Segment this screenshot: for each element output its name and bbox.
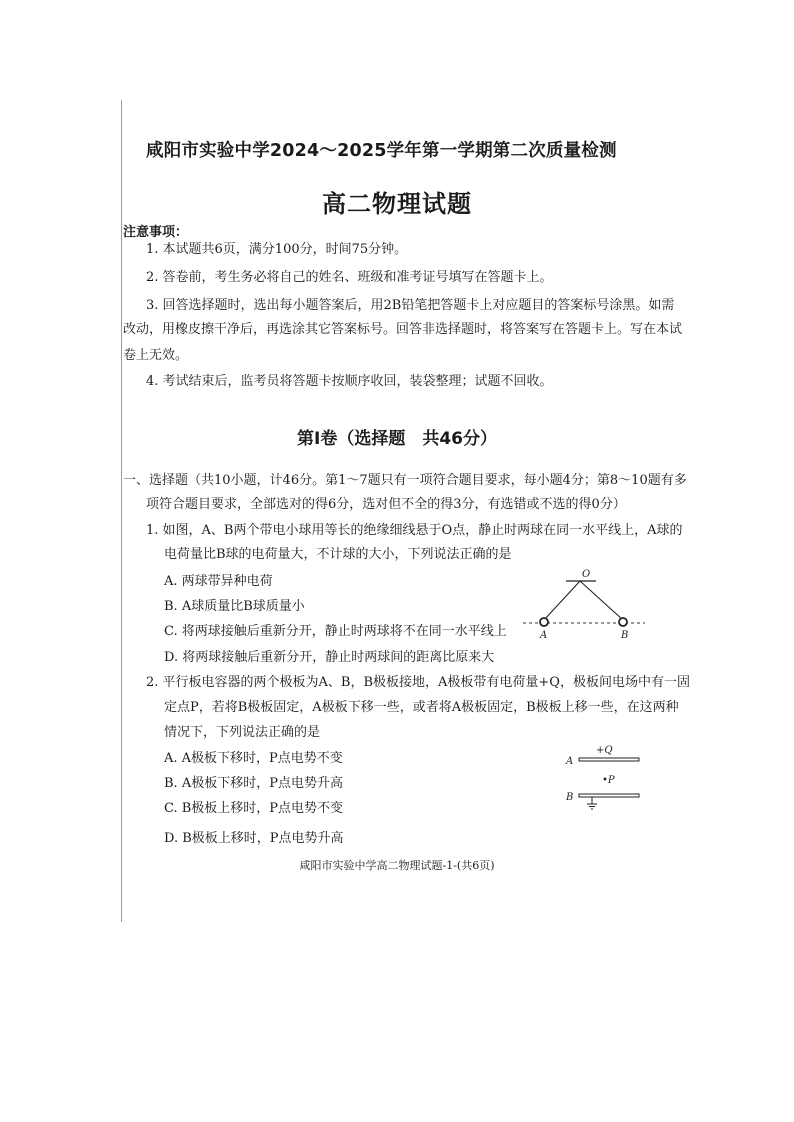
- page-footer: 咸阳市实验中学高二物理试题-1-(共6页): [299, 859, 495, 872]
- q2-stem: 定点P，若将B极板固定，A极板下移一些，或者将A极板固定，B极板上移一些，在这两种: [164, 700, 679, 715]
- q2-plate-a: [579, 758, 639, 761]
- q1-stem: 电荷量比B球的电荷量大，不计球的大小，下列说法正确的是: [164, 547, 512, 562]
- notice-item: 1. 本试题共6页，满分100分，时间75分钟。: [146, 242, 408, 257]
- q1-option-c: C. 将两球接触后重新分开，静止时两球将不在同一水平线上: [164, 624, 507, 639]
- section-intro: 项符合题目要求，全部选对的得6分，选对但不全的得3分，有选错或不选的得0分）: [146, 497, 626, 512]
- q2-option-a: A. A极板下移时，P点电势不变: [164, 751, 343, 766]
- q2-stem: 2. 平行板电容器的两个极板为A、B，B极板接地，A极板带有电荷量+Q，极板间电场中有一固: [146, 675, 690, 690]
- q2-label-point-p: •P: [602, 775, 615, 786]
- notice-item: 4. 考试结束后，监考员将答题卡按顺序收回，装袋整理；试题不回收。: [146, 374, 553, 389]
- section-title: 第Ⅰ卷（选择题 共46分）: [297, 429, 497, 449]
- q2-label-plate-b: B: [566, 792, 574, 803]
- q1-ball-b: [619, 618, 627, 626]
- q2-option-b: B. A极板下移时，P点电势升高: [164, 776, 343, 791]
- q2-figure: [562, 742, 647, 812]
- exam-title: 咸阳市实验中学2024～2025学年第一学期第二次质量检测: [146, 141, 617, 161]
- notice-title: 注意事项：: [123, 225, 189, 240]
- q1-string-a: [544, 581, 580, 620]
- q1-label-b: B: [621, 630, 629, 641]
- q1-ball-a: [540, 618, 548, 626]
- q2-label-charge: +Q: [596, 745, 613, 756]
- q1-label-a: A: [540, 630, 548, 641]
- notice-item-continued: 改动，用橡皮擦干净后，再选涂其它答案标号。回答非选择题时，将答案写在答题卡上。写在本试: [123, 322, 683, 337]
- q1-stem: 1. 如图，A、B两个带电小球用等长的绝缘细线悬于O点，静止时两球在同一水平线上，A球的: [146, 523, 683, 538]
- q1-option-d: D. 将两球接触后重新分开，静止时两球间的距离比原来大: [164, 650, 495, 665]
- q1-option-b: B. A球质量比B球质量小: [164, 599, 305, 614]
- section-intro: 一、选择题（共10小题，计46分。第1～7题只有一项符合题目要求，每小题4分；第8～10题有多: [123, 473, 687, 488]
- q2-stem: 情况下，下列说法正确的是: [164, 725, 321, 740]
- subject-title: 高二物理试题: [322, 190, 472, 218]
- q1-label-o: O: [582, 569, 591, 580]
- q2-plate-b: [579, 794, 639, 797]
- notice-item: 2. 答卷前，考生务必将自己的姓名、班级和准考证号填写在答题卡上。: [146, 270, 553, 285]
- notice-item: 3. 回答选择题时，选出每小题答案后，用2B铅笔把答题卡上对应题目的答案标号涂黑。如需: [146, 298, 675, 313]
- q1-option-a: A. 两球带异种电荷: [164, 574, 273, 589]
- q2-label-plate-a: A: [566, 756, 574, 767]
- q2-option-d: D. B极板上移时，P点电势升高: [164, 831, 344, 846]
- q1-figure: [520, 566, 650, 644]
- q2-option-c: C. B极板上移时，P点电势不变: [164, 801, 344, 816]
- notice-item-continued: 卷上无效。: [123, 348, 189, 363]
- binding-margin-line: [121, 100, 122, 922]
- q1-string-b: [580, 581, 623, 620]
